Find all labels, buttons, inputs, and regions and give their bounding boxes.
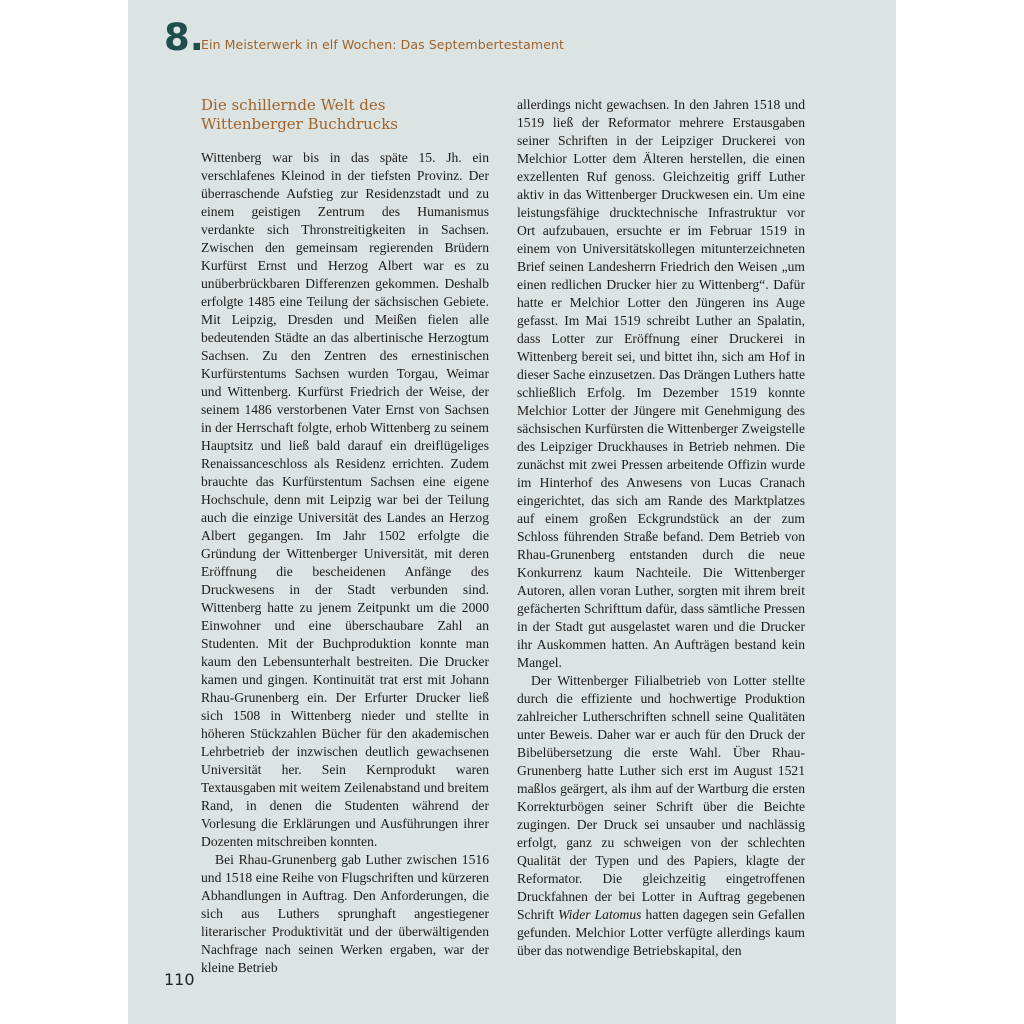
page-number: 110 bbox=[164, 970, 195, 989]
right-column bbox=[517, 96, 805, 960]
left-column bbox=[201, 96, 489, 977]
chapter-number: 8. bbox=[164, 16, 204, 59]
right-paragraph-2-text-a: Der Wittenberger Filialbetrieb von Lotter stellte durch die effiziente und hochwertige Produktion zahlreicher Lutherschriften schnell seine Qualitäten unter Beweis. Daher war er auch für den Druck der Bibelübersetzung die erste Wahl. Über Rhau-Grunenberg hatte Luther sich erst im August 1521 maßlos geärgert, als ihm auf der Wartburg die ersten Korrekturbögen seiner Schrift über die Beichte zugingen. Der Druck sei unsauber und nachlässig erfolgt, ganz zu schweigen von der schlechten Qualität der Typen und des Papiers, klagte der Reformator. Die gleichzeitig eingetroffenen Druckfahnen der bei Lotter in Auftrag gegebenen Schrift bbox=[517, 673, 805, 922]
right-paragraph-2-text-b: hatten dagegen sein Gefallen gefunden. Melchior Lotter verfügte allerdings kaum über das notwendige Betriebskapital, den bbox=[517, 907, 805, 958]
book-page bbox=[128, 0, 896, 1024]
right-paragraph-1: allerdings nicht gewachsen. In den Jahren 1518 und 1519 ließ der Reformator mehrere Erstausgaben seiner Schriften in der Leipziger Druckerei von Melchior Lotter dem Älteren herstellen, die einen exzellenten Ruf genoss. Gleichzeitig griff Luther aktiv in das Wittenberger Druckwesen ein. Um eine leistungsfähige drucktechnische Infrastruktur vor Ort aufzubauen, ersuchte er im Februar 1519 in einem von Universitätskollegen mitunterzeichneten Brief seinen Landesherrn Friedrich den Weisen „um einen redlichen Drucker hier zu Wittenberg“. Dafür hatte er Melchior Lotter den Jüngeren ins Auge gefasst. Im Mai 1519 schreibt Luther an Spalatin, dass Lotter zur Eröffnung einer Druckerei in Wittenberg bereit sei, und bittet ihn, sich am Hof in dieser Sache einzusetzen. Das Drängen Luthers hatte schließlich Erfolg. Im Dezember 1519 konnte Melchior Lotter der Jüngere mit Genehmigung des sächsischen Kurfürsten die Wittenberger Zweigstelle des Leipziger Druckhauses in Betrieb nehmen. Die zunächst mit zwei Pressen arbeitende Offizin wurde im Hinterhof des Anwesens von Lucas Cranach eingerichtet, das sich am Rande des Marktplatzes auf einem großen Eckgrundstück an der zum Schloss führenden Straße befand. Dem Betrieb von Rhau-Grunenberg entstanden durch die neue Konkurrenz kaum Nachteile. Die Wittenberger Autoren, allen voran Luther, sorgten mit ihrem breit gefächerten Schrifttum dafür, dass sämtliche Pressen in der Stadt gut ausgelastet waren und die Drucker ihr Auskommen hatten. An Aufträgen bestand kein Mangel. bbox=[517, 97, 805, 670]
section-title: Die schillernde Welt des Wittenberger Buchdrucks bbox=[201, 96, 398, 133]
chapter-title: Ein Meisterwerk in elf Wochen: Das Septembertestament bbox=[201, 37, 565, 52]
left-paragraph-1: Wittenberg war bis in das späte 15. Jh. ein verschlafenes Kleinod in der tiefsten Provinz. Der überraschende Aufstieg zur Residenzstadt und zu einem geistigen Zentrum des Humanismus verdankte sich Thronstreitigkeiten in Sachsen. Zwischen den gemeinsam regierenden Brüdern Kurfürst Ernst und Herzog Albert war es zu unüberbrückbaren Differenzen gekommen. Deshalb erfolgte 1485 eine Teilung der sächsischen Gebiete. Mit Leipzig, Dresden und Meißen fielen alle bedeutenden Städte an das albertinische Herzogtum Sachsen. Zu den Zentren des ernestinischen Kurfürstentums Sachsen wurden Torgau, Weimar und Wittenberg. Kurfürst Friedrich der Weise, der seinem 1486 verstorbenen Vater Ernst von Sachsen in der Herrschaft folgte, erhob Wittenberg zu seinem Hauptsitz und ließ bald darauf ein dreiflügeliges Renaissanceschloss als Residenz errichten. Zudem brauchte das Kurfürstentum Sachsen eine eigene Hochschule, denn mit Leipzig war bei der Teilung auch die einzige Universität des Landes an Herzog Albert gegangen. Im Jahr 1502 erfolgte die Gründung der Wittenberger Universität, mit deren Eröffnung die bescheidenen Anfänge des Druckwesens in der Stadt verbunden sind. Wittenberg hatte zu jenem Zeitpunkt um die 2000 Einwohner und eine überschaubare Zahl an Studenten. Mit der Buchproduktion konnte man kaum den Lebensunterhalt bestreiten. Die Drucker kamen und gingen. Kontinuität trat erst mit Johann Rhau-Grunenberg ein. Der Erfurter Drucker ließ sich 1508 in Wittenberg nieder und stellte in höheren Stückzahlen Bücher für den akademischen Lehrbetrieb der inzwischen deutlich gewachsenen Universität her. Sein Kernprodukt waren Textausgaben mit weitem Zeilenabstand und breitem Rand, in denen die Studenten während der Vorlesung die Erklärungen und Ausführungen ihrer Dozenten mitschreiben konnten. bbox=[201, 150, 489, 849]
right-paragraph-2 bbox=[517, 672, 805, 960]
left-paragraph-2: Bei Rhau-Grunenberg gab Luther zwischen 1516 und 1518 eine Reihe von Flugschriften und kürzeren Abhandlungen in Auftrag. Den Anforderungen, die sich aus Luthers sprunghaft angestiegener literarischer Produktivität und der überwältigenden Nachfrage nach seinen Werken ergaben, war der kleine Betrieb bbox=[201, 852, 489, 975]
book-title-italic: Wider Latomus bbox=[558, 907, 642, 922]
